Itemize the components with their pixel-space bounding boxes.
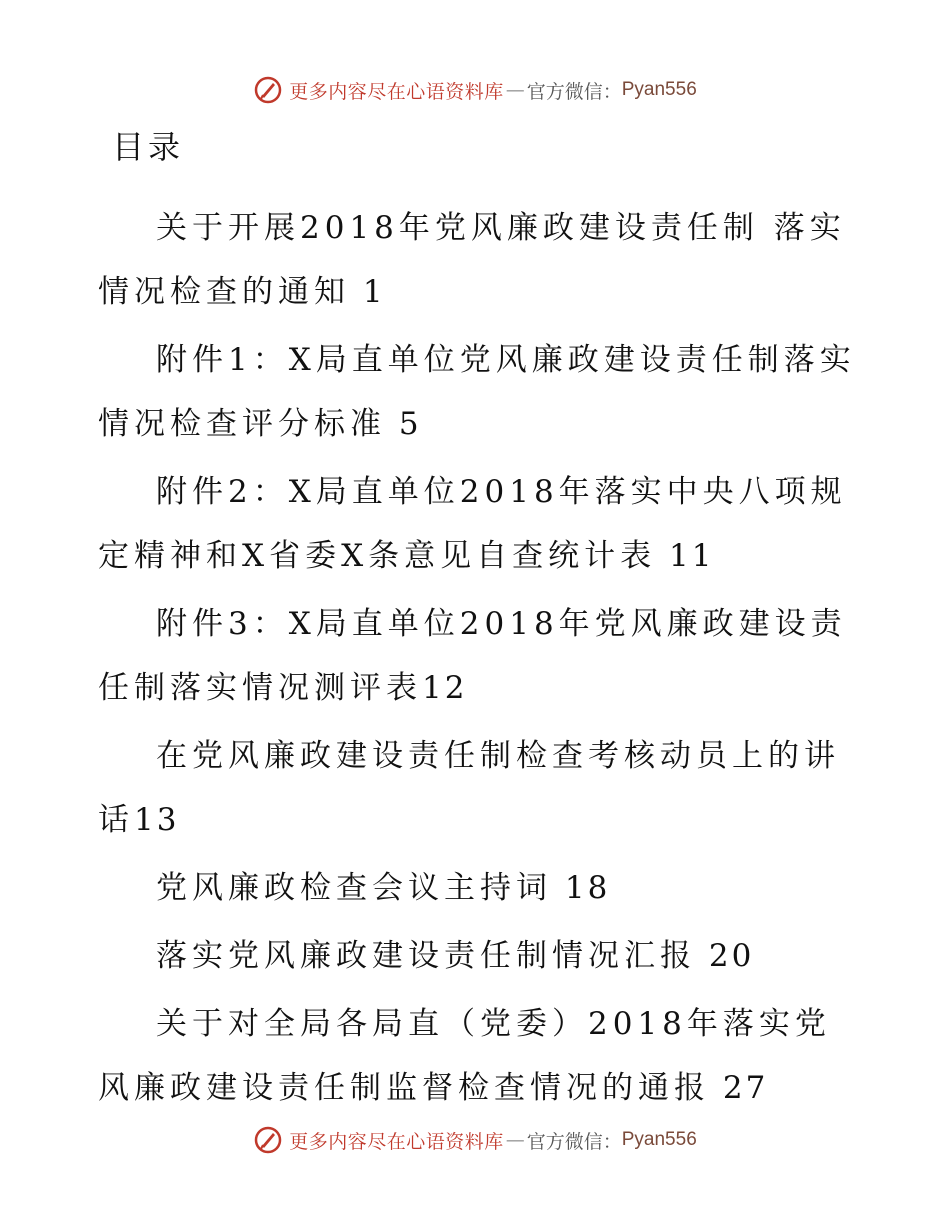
toc-entry[interactable] (98, 328, 858, 456)
toc-entry[interactable] (98, 460, 858, 588)
toc-entry[interactable] (98, 924, 858, 988)
toc-entry-text: 附件1：X局直单位党风廉政建设责任制落实情况检查评分标准 (98, 342, 856, 442)
feather-pen-logo-icon (253, 75, 283, 105)
watermark-wechat-id: Pyan556 (621, 79, 697, 100)
toc-entry-text: 附件2：X局直单位2018年落实中央八项规定精神和X省委X条意见自查统计表 (98, 474, 847, 574)
watermark-official-label: 官方微信： (526, 1130, 622, 1153)
toc-entry-text: 关于开展2018年党风廉政建设责任制 落实情况检查的通知 (98, 210, 846, 310)
toc-entry[interactable] (98, 196, 858, 324)
toc-entries (98, 196, 858, 1124)
toc-entry[interactable] (98, 856, 858, 920)
watermark-footer (0, 1122, 950, 1158)
toc-entry-text: 党风廉政检查会议主持词 (156, 870, 552, 906)
toc-entry-page: 5 (386, 406, 422, 442)
watermark-header (0, 72, 950, 108)
watermark-brand-text: 更多内容尽在心语资料库 (289, 80, 504, 103)
toc-entry-page: 13 (134, 802, 180, 838)
toc-entry-page: 20 (696, 938, 755, 974)
watermark-separator: — (505, 1129, 525, 1151)
toc-entry-page: 18 (552, 870, 611, 906)
watermark-official-label: 官方微信： (526, 80, 622, 103)
toc-entry-page: 27 (710, 1070, 769, 1106)
toc-entry-text: 落实党风廉政建设责任制情况汇报 (156, 938, 696, 974)
toc-entry[interactable] (98, 724, 858, 852)
toc-entry-text: 关于对全局各局直（党委）2018年落实党风廉政建设责任制监督检查情况的通报 (98, 1006, 831, 1106)
toc-title: 目录 (112, 128, 185, 166)
toc-entry-text: 在党风廉政建设责任制检查考核动员上的讲话 (98, 738, 840, 838)
watermark-brand-text: 更多内容尽在心语资料库 (289, 1130, 504, 1153)
toc-entry-text: 附件3：X局直单位2018年党风廉政建设责任制落实情况测评表 (98, 606, 847, 706)
toc-entry-page: 11 (656, 538, 715, 574)
toc-entry-page: 12 (422, 670, 468, 706)
toc-entry[interactable] (98, 992, 858, 1120)
watermark-wechat-id: Pyan556 (621, 1129, 697, 1150)
toc-entry[interactable] (98, 592, 858, 720)
feather-pen-logo-icon (253, 1125, 283, 1155)
toc-entry-page: 1 (350, 274, 386, 310)
watermark-separator: — (505, 79, 525, 101)
